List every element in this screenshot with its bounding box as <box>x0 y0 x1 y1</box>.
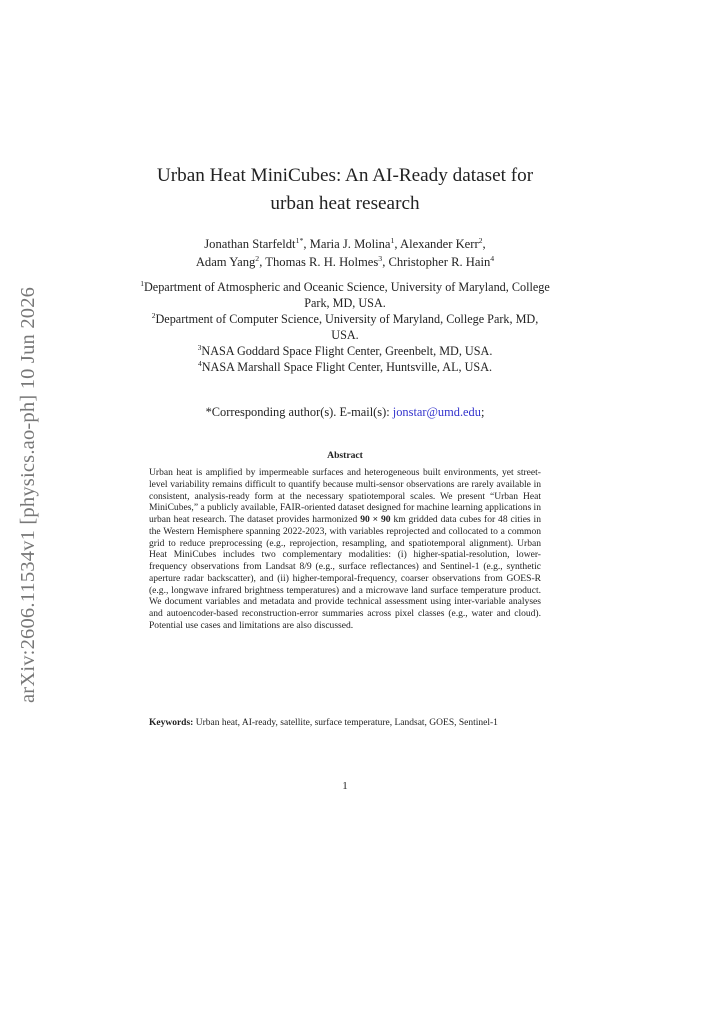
abstract-text-2: km gridded data cubes for 48 cities in the Western Hemisphere spanning 2022-2023, with variables reprojected and collocated to a common grid to reduce preprocessing (e.g., reprojection, resampling, and spatiotemporal alignment). Urban Heat MiniCubes includes two complementary modalities: (i) higher-spatial-resolution, lower-frequency observations from Landsat 8/9 (e.g., surface reflectances) and Sentinel-1 (e.g., synthetic aperture radar backscatter), and (ii) higher-temporal-frequency, coarser observations from GOES-R (e.g., longwave infrared brightness temperatures) and a microwave land surface temperature product. We document variables and metadata and provide technical assessment using inter-variable analyses and autoencoder-based reconstruction-error summaries across pixel classes (e.g., water and cloud). Potential use cases and limitations are also discussed. <box>149 514 541 631</box>
author-separator: , <box>259 255 266 269</box>
abstract-heading: Abstract <box>327 450 363 461</box>
affiliation-text: NASA Goddard Space Flight Center, Greenbelt, MD, USA. <box>201 344 493 359</box>
abstract-text-1: Urban heat is amplified by impermeable surfaces and heterogeneous built environments, yet street-level variability remains difficult to quantify because multi-sensor observations are rarely available in consistent, analysis-ready form at the necessary spatiotemporal scales. We present “Urban Heat MiniCubes,” a publicly available, FAIR-oriented dataset designed for machine learning applications in urban heat research. The dataset provides harmonized <box>149 467 541 525</box>
affiliation <box>140 311 550 343</box>
title-line-1: Urban Heat MiniCubes: An AI-Ready dataset for <box>156 165 534 186</box>
author-name: Thomas R. H. Holmes <box>265 255 379 269</box>
keywords-label: Keywords: <box>149 718 194 728</box>
author-separator: , <box>303 237 310 251</box>
affiliation-number: 2 <box>151 311 156 321</box>
keywords <box>149 718 541 730</box>
title-line-2: urban heat research <box>270 193 420 214</box>
affiliation-text: NASA Marshall Space Flight Center, Huntsville, AL, USA. <box>201 360 493 375</box>
abstract-body <box>149 467 541 632</box>
author-name: Christopher R. Hain <box>388 255 491 269</box>
corresponding-author <box>120 405 570 420</box>
affiliation-text: Department of Atmospheric and Oceanic Science, University of Maryland, College Park, MD, USA. <box>144 280 550 311</box>
author-separator: , <box>482 237 486 251</box>
paper-title <box>100 162 590 218</box>
author-name: Maria J. Molina <box>309 237 391 251</box>
corresponding-suffix: ; <box>480 405 485 419</box>
author-superscript: 4 <box>490 253 495 263</box>
author-superscript: 1* <box>295 235 304 245</box>
keywords-text: Urban heat, AI-ready, satellite, surface temperature, Landsat, GOES, Sentinel-1 <box>193 718 498 728</box>
author-superscript: 1 <box>390 235 395 245</box>
author-separator: , <box>382 255 389 269</box>
author-name: Alexander Kerr <box>399 237 479 251</box>
author-name: Jonathan Starfeldt <box>204 237 296 251</box>
affiliation <box>140 343 550 359</box>
author-superscript: 2 <box>255 253 260 263</box>
email-link[interactable]: jonstar@umd.edu <box>392 405 481 419</box>
corresponding-label: *Corresponding author(s). E-mail(s): <box>205 405 393 419</box>
page-number: 1 <box>342 780 348 792</box>
author-separator: , <box>394 237 400 251</box>
author-list <box>120 235 570 271</box>
affiliation-number: 3 <box>197 343 202 353</box>
affiliation-text: Department of Computer Science, University of Maryland, College Park, MD, USA. <box>155 312 539 343</box>
affiliation-list <box>140 279 550 376</box>
affiliation <box>140 279 550 311</box>
affiliation-number: 1 <box>140 278 144 288</box>
author-name: Adam Yang <box>195 255 256 269</box>
affiliation-number: 4 <box>197 359 202 369</box>
affiliation <box>140 359 550 375</box>
author-superscript: 2 <box>478 235 483 245</box>
arxiv-identifier-stamp: arXiv:2606.11534v1 [physics.ao-ph] 10 Jun 2026 <box>17 286 39 704</box>
abstract-bold-dimension: 90 × 90 <box>360 514 391 525</box>
author-superscript: 3 <box>378 253 383 263</box>
